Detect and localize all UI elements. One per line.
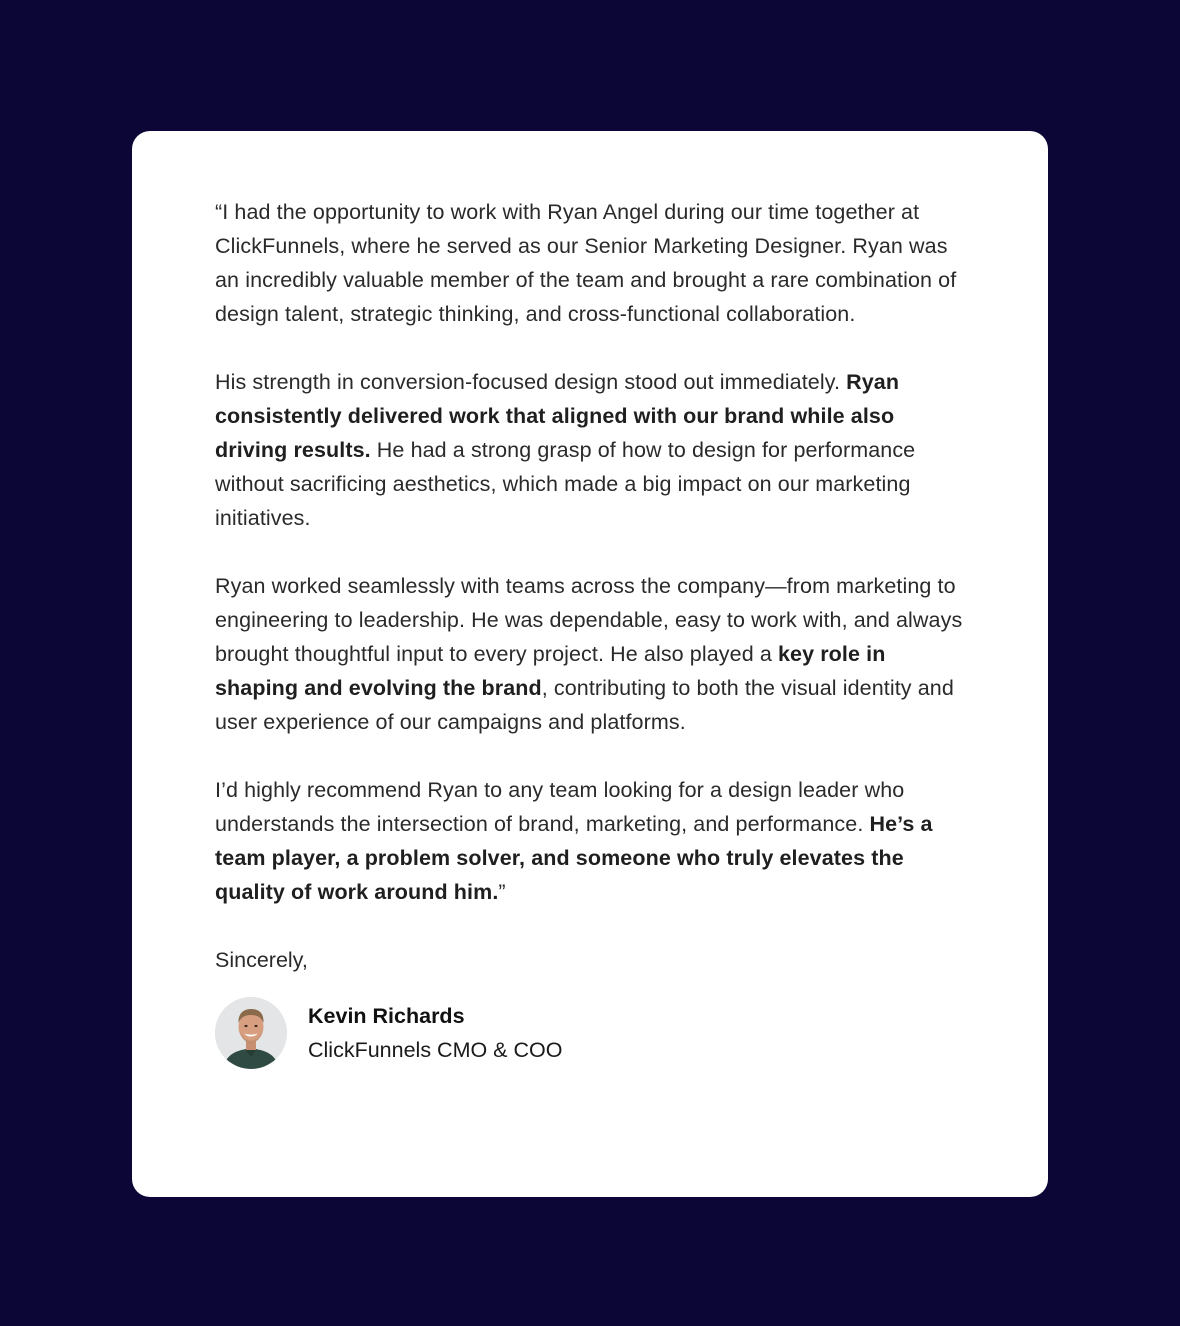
signer-name: Kevin Richards: [308, 1004, 465, 1028]
signature-block: [215, 997, 968, 1069]
avatar-portrait-icon: [215, 997, 287, 1069]
paragraph-3-text: Ryan worked seamlessly with teams across the company—from marketing to engineering to leadership. He was dependable, easy to work with, and always brought thoughtful input to every project. He also played a: [215, 574, 963, 666]
signature-text: [308, 999, 562, 1067]
testimonial-card: [132, 131, 1048, 1197]
letter-paragraph-4: [215, 773, 968, 909]
avatar: [215, 997, 287, 1069]
paragraph-4-text: I’d highly recommend Ryan to any team looking for a design leader who understands the intersection of brand, marketing, and performance.: [215, 778, 905, 836]
letter-paragraph-2: [215, 365, 968, 535]
letter-paragraph-3: [215, 569, 968, 739]
paragraph-4-highlight: He’s a team player, a problem solver, and someone who truly elevates the quality of work around him.: [215, 812, 933, 904]
letter-paragraph-1: [215, 195, 968, 331]
paragraph-3-highlight: key role in shaping and evolving the brand: [215, 642, 886, 700]
paragraph-3-text-end: , contributing to both the visual identity and user experience of our campaigns and platforms.: [215, 676, 954, 734]
paragraph-1-text: “I had the opportunity to work with Ryan Angel during our time together at ClickFunnels, where he served as our Senior Marketing Designer. Ryan was an incredibly valuable member of the team and brought a rare combination of design talent, strategic thinking, and cross-functional collaboration.: [215, 200, 957, 326]
paragraph-2-text-end: He had a strong grasp of how to design for performance without sacrificing aesthetics, which made a big impact on our marketing initiatives.: [215, 438, 916, 530]
paragraph-2-text: His strength in conversion-focused design stood out immediately.: [215, 370, 847, 394]
paragraph-4-text-end: ”: [498, 880, 506, 904]
signer-title: ClickFunnels CMO & COO: [308, 1038, 563, 1062]
signoff: Sincerely,: [215, 948, 308, 972]
paragraph-2-highlight: Ryan consistently delivered work that aligned with our brand while also driving results.: [215, 370, 900, 462]
